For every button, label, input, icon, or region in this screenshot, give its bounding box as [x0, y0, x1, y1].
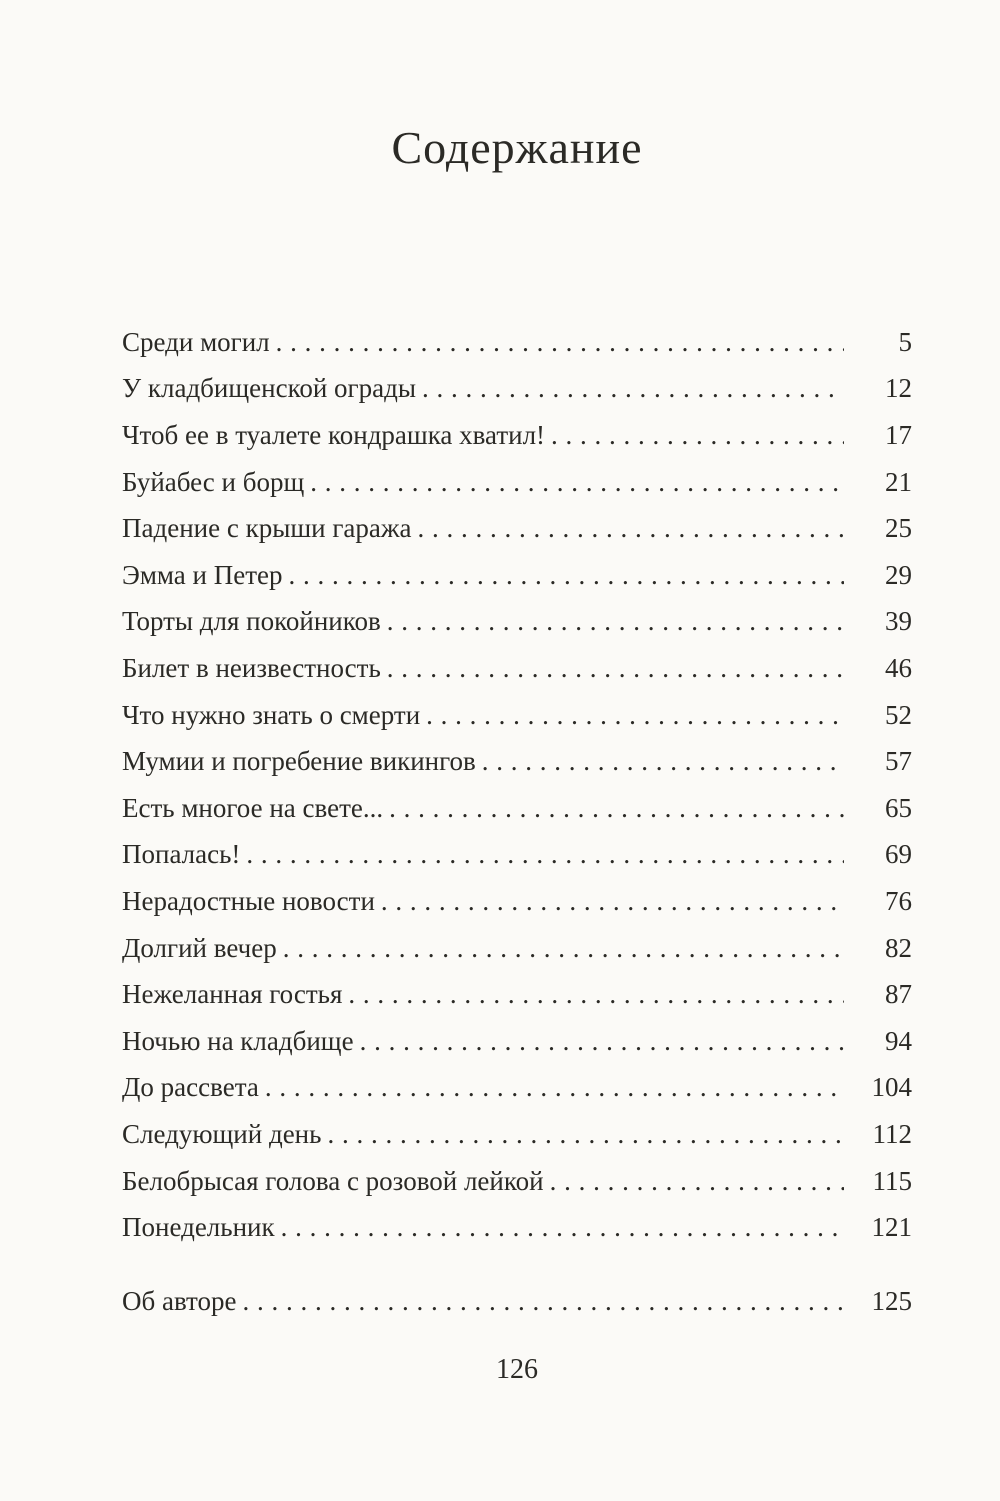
toc-entry	[122, 886, 912, 933]
toc-entry	[122, 1166, 912, 1213]
chapter-page-number: 17	[885, 420, 912, 451]
chapter-page-number: 125	[871, 1285, 912, 1316]
dot-leader	[389, 793, 844, 824]
toc-entry	[122, 467, 912, 514]
dot-leader	[242, 1286, 844, 1317]
dot-leader	[276, 327, 844, 358]
chapter-page-number: 104	[871, 1072, 912, 1103]
chapter-page-number: 76	[885, 886, 912, 917]
chapter-title: Ночью на кладбище	[122, 1025, 354, 1056]
chapter-title: Падение с крыши гаража	[122, 513, 412, 544]
chapter-title: Попалась!	[122, 839, 241, 870]
toc-entry	[122, 979, 912, 1026]
dot-leader	[289, 560, 844, 591]
chapter-page-number: 25	[885, 513, 912, 544]
dot-leader	[426, 700, 844, 731]
chapter-title: Торты для покойников	[122, 606, 381, 637]
chapter-page-number: 121	[871, 1212, 912, 1243]
toc-entry	[122, 327, 912, 374]
chapter-page-number: 52	[885, 699, 912, 730]
chapter-page-number: 115	[872, 1165, 912, 1196]
chapter-page-number: 82	[885, 932, 912, 963]
dot-leader	[265, 1072, 844, 1103]
dot-leader	[283, 933, 844, 964]
chapter-title: До рассвета	[122, 1072, 259, 1103]
chapter-page-number: 112	[872, 1118, 912, 1149]
toc-entry	[122, 933, 912, 980]
dot-leader	[348, 979, 844, 1010]
dot-leader	[550, 1166, 844, 1197]
toc-entry	[122, 513, 912, 560]
dot-leader	[387, 606, 844, 637]
toc-entry	[122, 560, 912, 607]
page-folio-number: 126	[496, 1354, 538, 1386]
chapter-page-number: 87	[885, 979, 912, 1010]
toc-entry	[122, 700, 912, 747]
page-title: Содержание	[391, 122, 643, 173]
dot-leader	[381, 886, 844, 917]
dot-leader	[310, 467, 844, 498]
chapter-title: Чтоб ее в туалете кондрашка хватил!	[122, 420, 546, 451]
dot-leader	[360, 1026, 844, 1057]
chapter-title: Среди могил	[122, 326, 270, 357]
chapter-title: Долгий вечер	[122, 932, 277, 963]
toc-entry	[122, 793, 912, 840]
chapter-page-number: 46	[885, 653, 912, 684]
chapter-title: Об авторе	[122, 1285, 237, 1316]
chapter-title: Билет в неизвестность	[122, 653, 381, 684]
toc-entry	[122, 1072, 912, 1119]
dot-leader	[422, 373, 844, 404]
chapter-page-number: 69	[885, 839, 912, 870]
dot-leader	[482, 746, 844, 777]
dot-leader	[327, 1119, 844, 1150]
chapter-title: Что нужно знать о смерти	[122, 699, 421, 730]
chapter-page-number: 29	[885, 559, 912, 590]
chapter-title: Нерадостные новости	[122, 886, 375, 917]
toc-entry	[122, 653, 912, 700]
chapter-page-number: 5	[898, 326, 912, 357]
chapter-title: Понедельник	[122, 1212, 275, 1243]
dot-leader	[418, 513, 845, 544]
chapter-title: Белобрысая голова с розовой лейкой	[122, 1165, 544, 1196]
dot-leader	[387, 653, 844, 684]
toc-entry	[122, 839, 912, 886]
chapter-page-number: 12	[885, 373, 912, 404]
chapter-page-number: 21	[885, 466, 912, 497]
table-of-contents	[122, 327, 912, 1332]
toc-entry	[122, 373, 912, 420]
toc-entry	[122, 420, 912, 467]
dot-leader	[246, 839, 844, 870]
chapter-title: Нежеланная гостья	[122, 979, 343, 1010]
chapter-page-number: 39	[885, 606, 912, 637]
toc-entry	[122, 1119, 912, 1166]
chapter-page-number: 57	[885, 746, 912, 777]
toc-entry	[122, 1026, 912, 1073]
dot-leader	[281, 1212, 844, 1243]
toc-entry	[122, 606, 912, 653]
chapter-title: Следующий день	[122, 1118, 322, 1149]
dot-leader	[551, 420, 844, 451]
chapter-title: Эмма и Петер	[122, 559, 283, 590]
chapter-page-number: 65	[885, 792, 912, 823]
toc-entry	[122, 746, 912, 793]
chapter-page-number: 94	[885, 1025, 912, 1056]
chapter-title: Есть многое на свете...	[122, 792, 384, 823]
content-column	[122, 122, 912, 1386]
chapter-title: У кладбищенской ограды	[122, 373, 416, 404]
toc-entry	[122, 1212, 912, 1259]
toc-entry-about-author	[122, 1286, 912, 1333]
chapter-title: Буйабес и борщ	[122, 466, 305, 497]
chapter-title: Мумии и погребение викингов	[122, 746, 476, 777]
